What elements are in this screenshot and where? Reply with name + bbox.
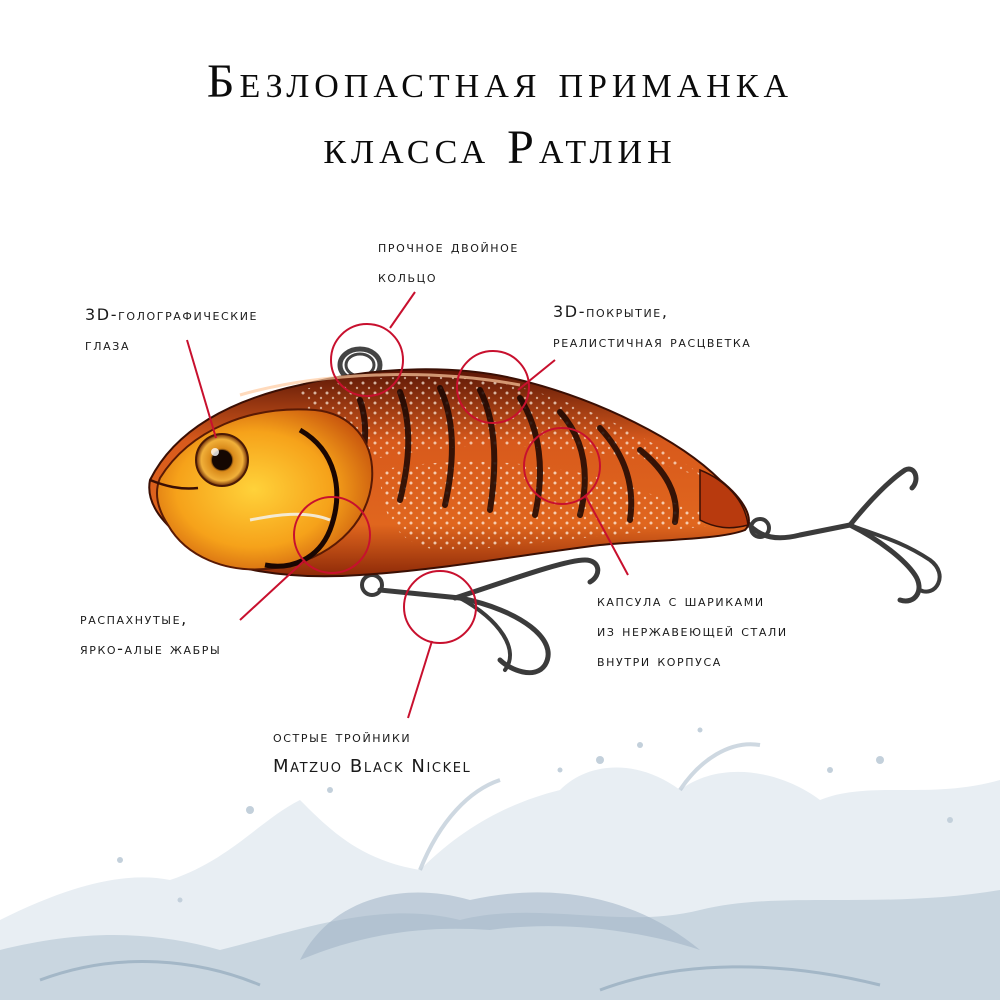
callout-capsule-line-3: внутри корпуса — [597, 651, 722, 670]
page-title-line-1: Безлопастная приманка — [206, 55, 794, 108]
callout-eyes-line-2: глаза — [85, 335, 131, 354]
callout-eyes-line-1: 3D-голографические — [85, 305, 259, 324]
callout-coating-line-2: реалистичная расцветка — [553, 332, 752, 351]
hooks-callout-line — [408, 641, 432, 718]
callout-coating — [553, 297, 751, 357]
hooks-callout-circle — [404, 571, 476, 643]
callout-capsule — [597, 586, 788, 676]
callout-hooks-line-2: Matzuo Black Nickel — [273, 756, 472, 777]
callout-ring-line-2: кольцо — [378, 267, 438, 286]
callout-hooks — [273, 722, 471, 782]
water-splash — [0, 728, 1000, 1000]
callout-gills — [80, 604, 221, 664]
callout-eyes — [85, 300, 258, 360]
callout-ring — [378, 232, 519, 292]
page-title-line-2: класса Ратлин — [323, 121, 677, 174]
callout-gills-line-2: ярко-алые жабры — [80, 639, 222, 658]
lure-body — [149, 369, 749, 576]
callout-ring-line-1: прочное двойное — [378, 237, 519, 256]
callout-capsule-line-2: из нержавеющей стали — [597, 621, 788, 640]
front-treble-hook — [362, 560, 598, 673]
ring-callout-line — [390, 292, 415, 328]
rear-treble-hook — [745, 469, 940, 601]
callout-gills-line-1: распахнутые, — [80, 609, 188, 628]
callout-capsule-line-1: капсула с шариками — [597, 591, 765, 610]
callout-hooks-line-1: острые тройники — [273, 727, 412, 746]
callout-coating-line-1: 3D-покрытие, — [553, 302, 669, 321]
